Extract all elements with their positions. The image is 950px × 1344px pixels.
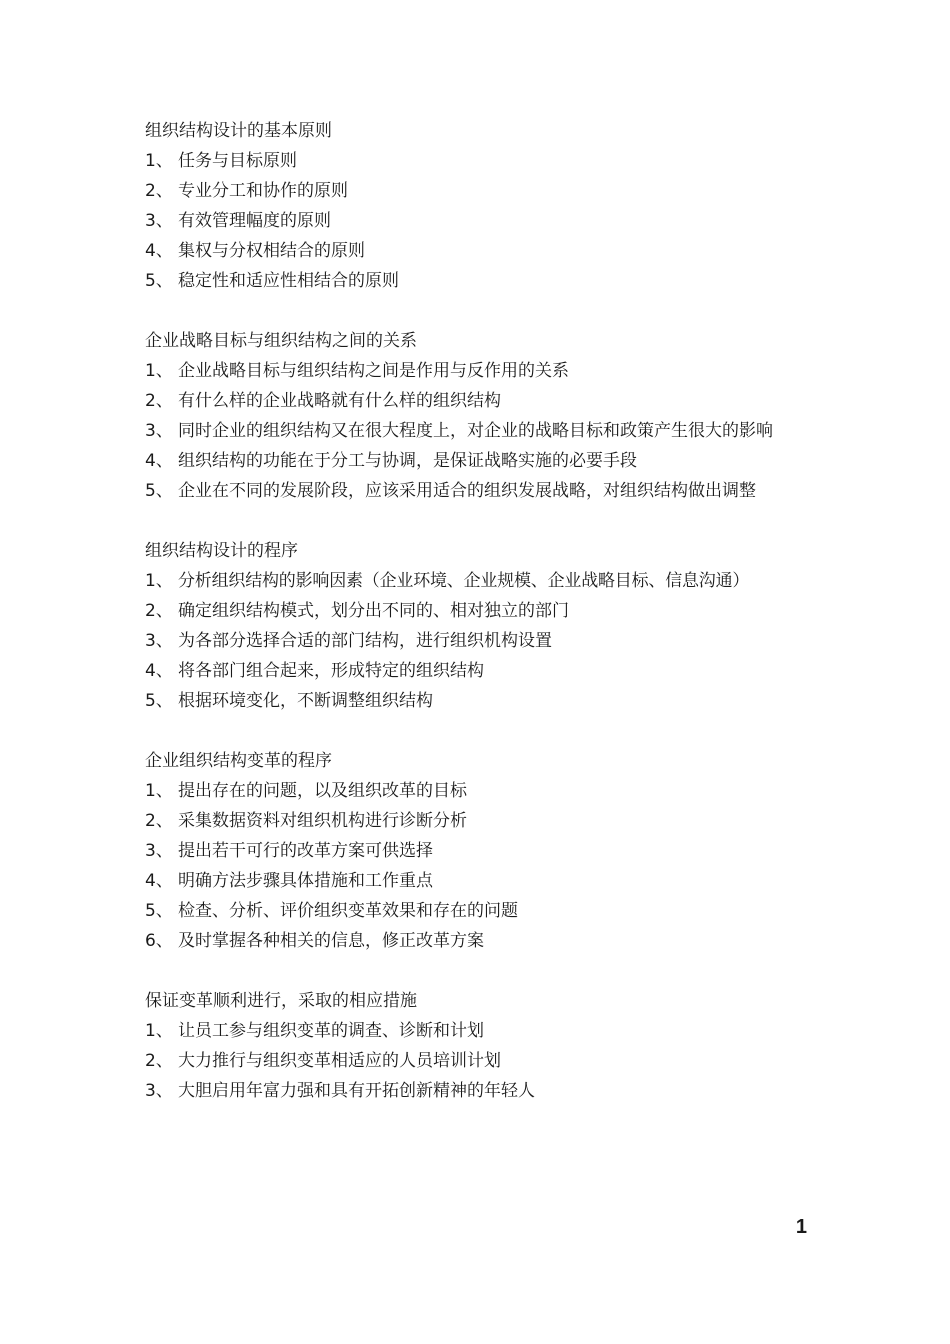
section-change-procedure (145, 746, 825, 956)
document-content (145, 116, 825, 1136)
item-number: 5、 (145, 691, 173, 711)
section-design-principles (145, 116, 825, 296)
item-number: 2、 (145, 1051, 173, 1071)
list-item (145, 656, 825, 686)
list-item (145, 926, 825, 956)
section-design-procedure (145, 536, 825, 716)
item-text: 及时掌握各种相关的信息，修正改革方案 (178, 931, 484, 951)
section-heading: 组织结构设计的程序 (145, 541, 298, 561)
item-number: 1、 (145, 361, 173, 381)
item-text: 同时企业的组织结构又在很大程度上，对企业的战略目标和政策产生很大的影响 (178, 421, 773, 441)
item-number: 5、 (145, 901, 173, 921)
item-text: 大力推行与组织变革相适应的人员培训计划 (178, 1051, 501, 1071)
item-number: 1、 (145, 1021, 173, 1041)
section-heading: 企业组织结构变革的程序 (145, 751, 332, 771)
item-text: 集权与分权相结合的原则 (178, 241, 365, 261)
item-number: 2、 (145, 181, 173, 201)
section-heading: 保证变革顺利进行，采取的相应措施 (145, 991, 417, 1011)
list-item (145, 806, 825, 836)
item-number: 1、 (145, 571, 173, 591)
item-number: 3、 (145, 631, 173, 651)
list-item (145, 776, 825, 806)
item-text: 为各部分选择合适的部门结构，进行组织机构设置 (178, 631, 552, 651)
list-item (145, 446, 825, 476)
item-text: 稳定性和适应性相结合的原则 (178, 271, 399, 291)
item-text: 任务与目标原则 (178, 151, 297, 171)
item-number: 2、 (145, 601, 173, 621)
list-item (145, 566, 825, 596)
item-number: 1、 (145, 151, 173, 171)
item-number: 2、 (145, 391, 173, 411)
item-text: 让员工参与组织变革的调查、诊断和计划 (178, 1021, 484, 1041)
item-number: 6、 (145, 931, 173, 951)
item-text: 明确方法步骤具体措施和工作重点 (178, 871, 433, 891)
list-item (145, 626, 825, 656)
item-text: 大胆启用年富力强和具有开拓创新精神的年轻人 (178, 1081, 535, 1101)
item-text: 有效管理幅度的原则 (178, 211, 331, 231)
list-item (145, 416, 825, 446)
section-change-measures (145, 986, 825, 1106)
item-text: 企业在不同的发展阶段，应该采用适合的组织发展战略，对组织结构做出调整 (178, 481, 756, 501)
list-item (145, 356, 825, 386)
item-number: 3、 (145, 841, 173, 861)
item-text: 提出若干可行的改革方案可供选择 (178, 841, 433, 861)
item-number: 5、 (145, 481, 173, 501)
item-text: 采集数据资料对组织机构进行诊断分析 (178, 811, 467, 831)
list-item (145, 266, 825, 296)
section-heading: 组织结构设计的基本原则 (145, 121, 332, 141)
page-number: 1 (795, 1216, 807, 1238)
list-item (145, 1076, 825, 1106)
list-item (145, 1046, 825, 1076)
section-strategy-relationship (145, 326, 825, 506)
item-number: 4、 (145, 241, 173, 261)
item-number: 2、 (145, 811, 173, 831)
list-item (145, 896, 825, 926)
item-number: 3、 (145, 211, 173, 231)
item-number: 3、 (145, 1081, 173, 1101)
list-item (145, 866, 825, 896)
list-item (145, 476, 825, 506)
item-text: 将各部门组合起来，形成特定的组织结构 (178, 661, 484, 681)
item-text: 组织结构的功能在于分工与协调，是保证战略实施的必要手段 (178, 451, 637, 471)
item-number: 1、 (145, 781, 173, 801)
item-text: 分析组织结构的影响因素（企业环境、企业规模、企业战略目标、信息沟通） (178, 571, 750, 591)
list-item (145, 1016, 825, 1046)
list-item (145, 596, 825, 626)
list-item (145, 176, 825, 206)
item-text: 确定组织结构模式，划分出不同的、相对独立的部门 (178, 601, 569, 621)
item-text: 检查、分析、评价组织变革效果和存在的问题 (178, 901, 518, 921)
list-item (145, 836, 825, 866)
list-item (145, 146, 825, 176)
item-text: 专业分工和协作的原则 (178, 181, 348, 201)
item-text: 有什么样的企业战略就有什么样的组织结构 (178, 391, 501, 411)
list-item (145, 236, 825, 266)
item-text: 根据环境变化，不断调整组织结构 (178, 691, 433, 711)
section-heading: 企业战略目标与组织结构之间的关系 (145, 331, 417, 351)
item-number: 5、 (145, 271, 173, 291)
item-number: 3、 (145, 421, 173, 441)
list-item (145, 206, 825, 236)
item-text: 提出存在的问题，以及组织改革的目标 (178, 781, 467, 801)
list-item (145, 686, 825, 716)
item-text: 企业战略目标与组织结构之间是作用与反作用的关系 (178, 361, 569, 381)
list-item (145, 386, 825, 416)
item-number: 4、 (145, 451, 173, 471)
item-number: 4、 (145, 661, 173, 681)
item-number: 4、 (145, 871, 173, 891)
